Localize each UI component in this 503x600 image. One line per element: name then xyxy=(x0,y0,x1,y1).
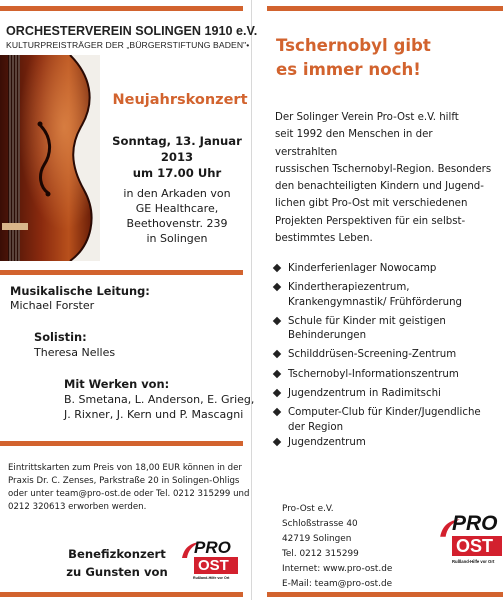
venue-line: in Solingen xyxy=(146,232,208,245)
pro-ost-logo xyxy=(438,512,502,570)
top-bar-right xyxy=(267,6,503,11)
logo-tagline: Rußland-Hilfe vor Ort xyxy=(193,576,230,580)
soloist-name: Theresa Nelles xyxy=(34,346,116,359)
diamond-bullet-icon xyxy=(273,317,281,325)
paragraph-line: lichen gibt Pro-Ost mit verschiedenen xyxy=(275,198,468,210)
address-line: Internet: www.pro-ost.de xyxy=(282,564,393,575)
logo-pro-text: PRO xyxy=(452,512,498,535)
top-bar-left xyxy=(0,6,243,11)
direction-name: Michael Forster xyxy=(10,299,95,312)
time-line: um 17.00 Uhr xyxy=(132,166,222,180)
list-item: Jugendzentrum xyxy=(272,436,500,450)
bottom-bar-right xyxy=(267,592,503,597)
benefit-line: zu Gunsten von xyxy=(66,565,168,579)
date-line: Sonntag, 13. Januar 2013 xyxy=(112,134,242,164)
address-block xyxy=(282,502,392,593)
works-line: J. Rixner, J. Kern und P. Mascagni xyxy=(64,408,244,421)
list-item: Kindertherapiezentrum, Krankengymnastik/ Frühförderung xyxy=(272,281,500,310)
address-line: Schloßstrasse 40 xyxy=(282,519,358,530)
logo-pro-text: PRO xyxy=(194,538,231,557)
benefit-line: Benefizkonzert xyxy=(68,547,166,561)
org-subtitle: KULTURPREISTRÄGER DER „BÜRGERSTIFTUNG BADEN"• xyxy=(6,40,250,50)
logo-ost-text: OST xyxy=(198,557,229,574)
violin-image xyxy=(0,55,100,261)
diamond-bullet-icon xyxy=(273,264,281,272)
ticket-line: 0212 320613 erworben werden. xyxy=(8,502,147,512)
address-line: E-Mail: team@pro-ost.de xyxy=(282,579,393,590)
project-list xyxy=(272,262,500,450)
address-line: Tel. 0212 315299 xyxy=(282,549,359,560)
panel-divider xyxy=(251,0,252,600)
venue-line: Beethovenstr. 239 xyxy=(126,217,228,230)
logo-ost-text: OST xyxy=(456,536,494,556)
pro-ost-logo xyxy=(180,538,244,584)
right-title xyxy=(276,34,476,82)
list-item: Schilddrüsen-Screening-Zentrum xyxy=(272,348,500,362)
works-label: Mit Werken von: xyxy=(64,377,170,391)
list-item: Schule für Kinder mit geistigen Behinderungen xyxy=(272,315,500,344)
mid-bar-left xyxy=(0,270,243,275)
address-line: 42719 Solingen xyxy=(282,534,352,545)
diamond-bullet-icon xyxy=(273,389,281,397)
list-item: Tschernobyl-Informationszentrum xyxy=(272,368,500,382)
address-line: Pro-Ost e.V. xyxy=(282,504,334,514)
venue-block xyxy=(104,186,250,246)
list-item: Jugendzentrum in Radimitschi xyxy=(272,387,500,401)
diamond-bullet-icon xyxy=(273,408,281,416)
paragraph-line: seit 1992 den Menschen in der verstrahlten xyxy=(275,129,433,158)
right-title-line: Tschernobyl gibt xyxy=(276,36,431,55)
paragraph-line: Projekten Perspektiven für ein selbst- xyxy=(275,215,466,227)
bottom-bar-left xyxy=(0,592,243,597)
right-paragraph xyxy=(275,109,493,247)
ticket-line: Eintrittskarten zum Preis von 18,00 EUR können in der xyxy=(8,463,242,473)
right-title-line: es immer noch! xyxy=(276,60,421,79)
list-item: Computer-Club für Kinder/Jugendliche der Region xyxy=(272,406,500,435)
direction-label: Musikalische Leitung: xyxy=(10,284,150,298)
paragraph-line: russischen Tschernobyl-Region. Besonders xyxy=(275,163,492,175)
mid-bar-left-2 xyxy=(0,441,243,446)
ticket-line: Praxis Dr. C. Zenses, Parkstraße 20 in Solingen-Ohligs xyxy=(8,476,240,486)
logo-tagline: Rußland-Hilfe vor Ort xyxy=(452,559,495,564)
paragraph-line: den benachteiligten Kindern und Jugend- xyxy=(275,181,484,193)
benefit-block xyxy=(62,545,172,581)
concert-title: Neujahrskonzert xyxy=(112,92,248,108)
diamond-bullet-icon xyxy=(273,370,281,378)
soloist-label: Solistin: xyxy=(34,330,87,344)
venue-line: in den Arkaden von xyxy=(123,187,231,200)
paragraph-line: bestimmtes Leben. xyxy=(275,233,373,245)
ticket-line: oder unter team@pro-ost.de oder Tel. 0212 315299 und xyxy=(8,489,250,499)
venue-line: GE Healthcare, xyxy=(135,202,219,215)
diamond-bullet-icon xyxy=(273,350,281,358)
date-time-block xyxy=(104,133,250,181)
works-line: B. Smetana, L. Anderson, E. Grieg, xyxy=(64,393,255,406)
ticket-info xyxy=(8,462,249,514)
org-title: ORCHESTERVEREIN SOLINGEN 1910 e.V. xyxy=(6,24,258,38)
diamond-bullet-icon xyxy=(273,438,281,446)
paragraph-line: Der Solinger Verein Pro-Ost e.V. hilft xyxy=(275,112,459,123)
diamond-bullet-icon xyxy=(273,283,281,291)
list-item: Kinderferienlager Nowocamp xyxy=(272,262,500,276)
